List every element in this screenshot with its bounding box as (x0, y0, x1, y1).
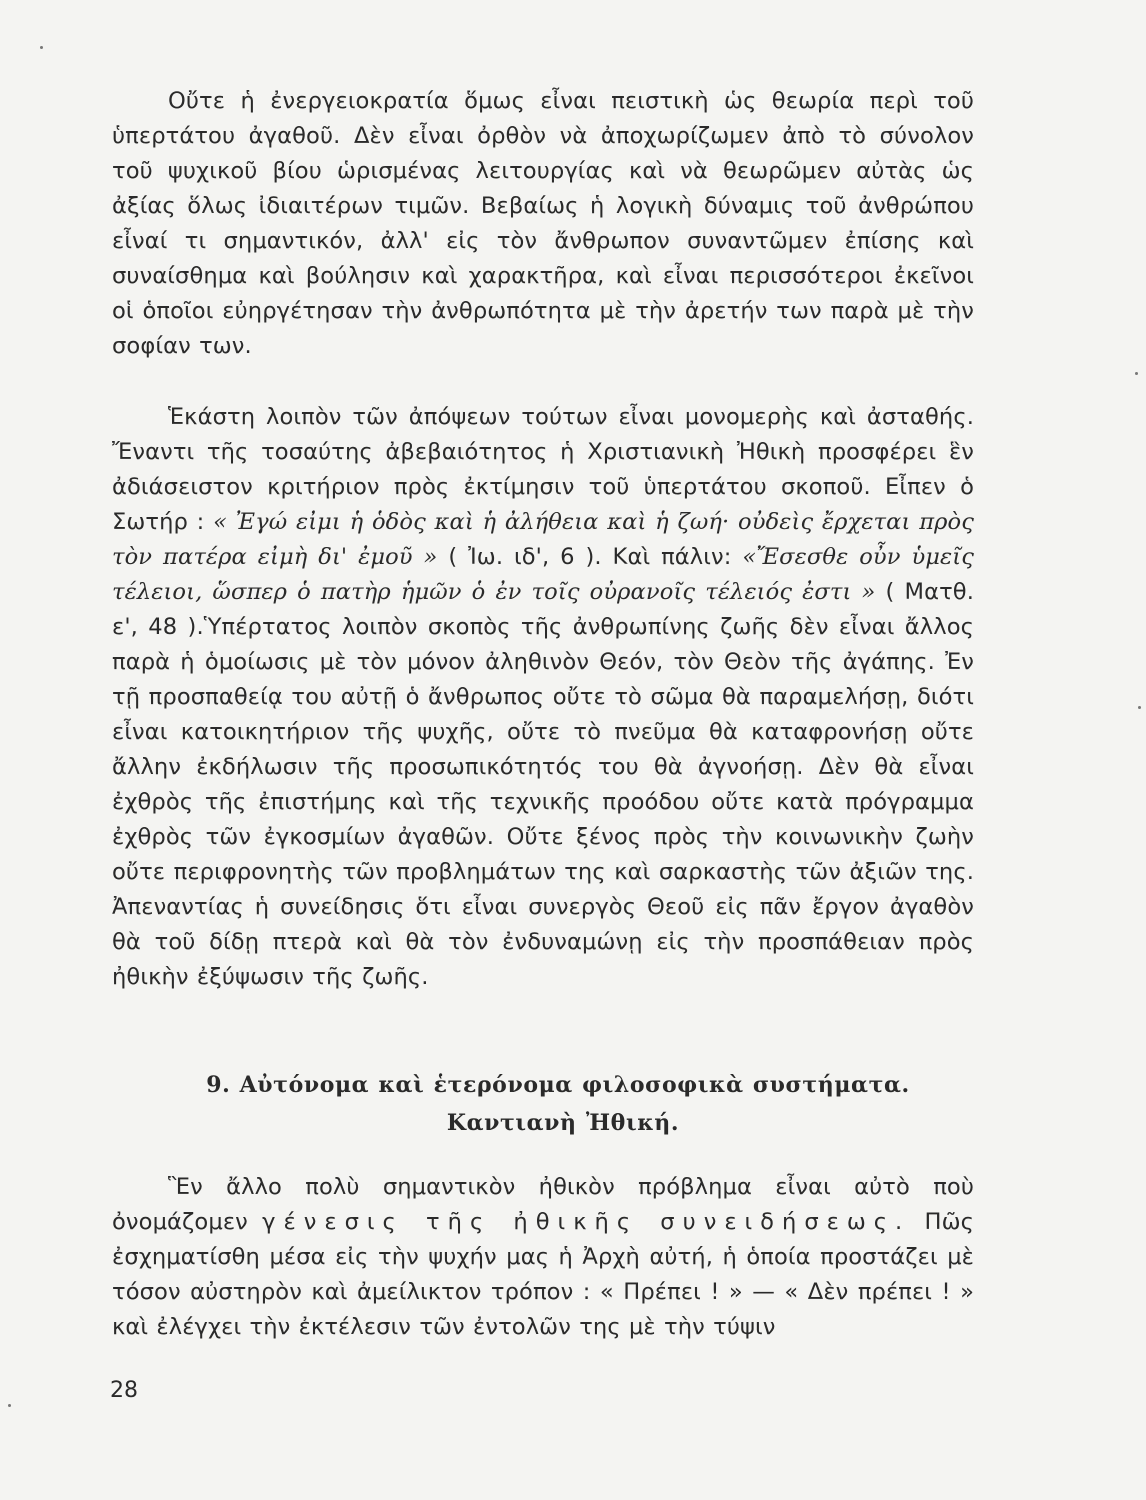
spaced-term: γένεσις τῆς ἠθικῆς συνειδήσεως. (262, 1209, 911, 1235)
paragraph-3-part2: Πῶς ἐσχηματίσθη μέσα εἰς τὴν ψυχήν μας ἡ Ἀρχὴ αὐτή, ἡ ὁποία προστάζει μὲ τόσον αὐστηρὸν καὶ ἀμείλικτον τρόπον : « Πρέπει ! » — « Δὲν πρέπει ! » καὶ ἐλέγχει τὴν ἐκτέλεσιν τῶν ἐντολῶν της μὲ τὴν τύψιν (112, 1209, 974, 1340)
paragraph-1-text: Οὔτε ἡ ἐνεργειοκρατία ὅμως εἶναι πειστικὴ ὡς θεωρία περὶ τοῦ ὑπερτάτου ἀγαθοῦ. Δὲν εἶναι ὀρθὸν νὰ ἀποχωρίζωμεν ἀπὸ τὸ σύνολον τοῦ ψυχικοῦ βίου ὡρισμένας λειτουργίας καὶ νὰ θεωρῶμεν αὐτὰς ὡς ἀξίας ὅλως ἰδιαιτέρων τιμῶν. Βεβαίως ἡ λογικὴ δύναμις τοῦ ἀνθρώπου εἶναί τι σημαντικόν, ἀλλ' εἰς τὸν ἄνθρωπον συναντῶμεν ἐπίσης καὶ συναίσθημα καὶ βούλησιν καὶ χαρακτῆρα, καὶ εἶναι περισσότεροι ἐκεῖνοι οἱ ὁποῖοι εὐηργέτησαν τὴν ἀνθρωπότητα μὲ τὴν ἀρετήν των παρὰ μὲ τὴν σοφίαν των. (112, 88, 974, 359)
paragraph-3-part1: Ἓν ἄλλο πολὺ σημαντικὸν ἠθικὸν πρόβλημα εἶναι αὐτὸ ποὺ ὀνομάζομεν (112, 1174, 974, 1235)
paragraph-2-text (112, 400, 974, 995)
scan-speck (1138, 706, 1141, 709)
section-heading-line1: 9. Αὐτόνομα καὶ ἑτερόνομα φιλοσοφικὰ συστήματα. (206, 1072, 910, 1098)
quote-matthew: «Ἔσεσθε οὖν ὑμεῖς τέλειοι, ὥσπερ ὁ πατὴρ ἡμῶν ὁ ἐν τοῖς οὐρανοῖς τέλειός ἐστι » (112, 544, 974, 605)
paragraph-2-part2: ( Ματθ. ε', 48 ).Ὑπέρτατος λοιπὸν σκοπὸς τῆς ἀνθρωπίνης ζωῆς δὲν εἶναι ἄλλος παρὰ ἡ ὁμοίωσις μὲ τὸν μόνον ἀληθινὸν Θεόν, τὸν Θεὸν τῆς ἀγάπης. Ἐν τῇ προσπαθείᾳ του αὐτῇ ὁ ἄνθρωπος οὔτε τὸ σῶμα θὰ παραμελήσῃ, διότι εἶναι κατοικητήριον τῆς ψυχῆς, οὔτε τὸ πνεῦμα θὰ καταφρονήσῃ οὔτε ἄλλην ἐκδήλωσιν τῆς προσωπικότητός του θὰ ἀγνοήσῃ. Δὲν θὰ εἶναι ἐχθρὸς τῆς ἐπιστήμης καὶ τῆς τεχνικῆς προόδου οὔτε κατὰ πρόγραμμα ἐχθρὸς τῶν ἐγκοσμίων ἀγαθῶν. Οὔτε ξένος πρὸς τὴν κοινωνικὴν ζωὴν οὔτε περιφρονητὴς τῶν προβλημάτων της καὶ σαρκαστὴς τῶν ἀξιῶν της. Ἀπεναντίας ἡ συνείδησις ὅτι εἶναι συνεργὸς Θεοῦ εἰς πᾶν ἔργον ἀγαθὸν θὰ τοῦ δίδῃ πτερὰ καὶ θὰ τὸν ἐνδυναμώνῃ εἰς τὴν προσπάθειαν πρὸς ἠθικὴν ἐξύψωσιν τῆς ζωῆς. (112, 579, 974, 990)
section-heading (112, 1066, 974, 1142)
paragraph-2-part1: Ἑκάστη λοιπὸν τῶν ἀπόψεων τούτων εἶναι μονομερὴς καὶ ἀσταθής. Ἔναντι τῆς τοσαύτης ἀβεβαιότητος ἡ Χριστιανικὴ Ἠθικὴ προσφέρει ἓν ἀδιάσειστον κριτήριον πρὸς ἐκτίμησιν τοῦ ὑπερτάτου σκοποῦ. Εἶπεν ὁ Σωτήρ : (112, 404, 974, 535)
paragraph-3-text (112, 1170, 974, 1345)
paragraph-energy-theory (112, 84, 974, 364)
paragraph-christian-ethics (112, 400, 974, 995)
scan-speck (1135, 372, 1138, 375)
section-heading-line2: Καντιανὴ Ἠθική. (446, 1110, 680, 1136)
scan-speck (40, 46, 43, 49)
page-number: 28 (110, 1378, 138, 1403)
paragraph-moral-conscience (112, 1170, 974, 1345)
scan-speck (8, 1404, 11, 1407)
quote-john: « Ἐγώ εἰμι ἡ ὁδὸς καὶ ἡ ἀλήθεια καὶ ἡ ζωή· οὐδεὶς ἔρχεται πρὸς τὸν πατέρα εἰμὴ δι' ἐμοῦ » (112, 509, 974, 570)
reference-john: ( Ἰω. ιδ', 6 ). Καὶ πάλιν: (437, 544, 743, 570)
